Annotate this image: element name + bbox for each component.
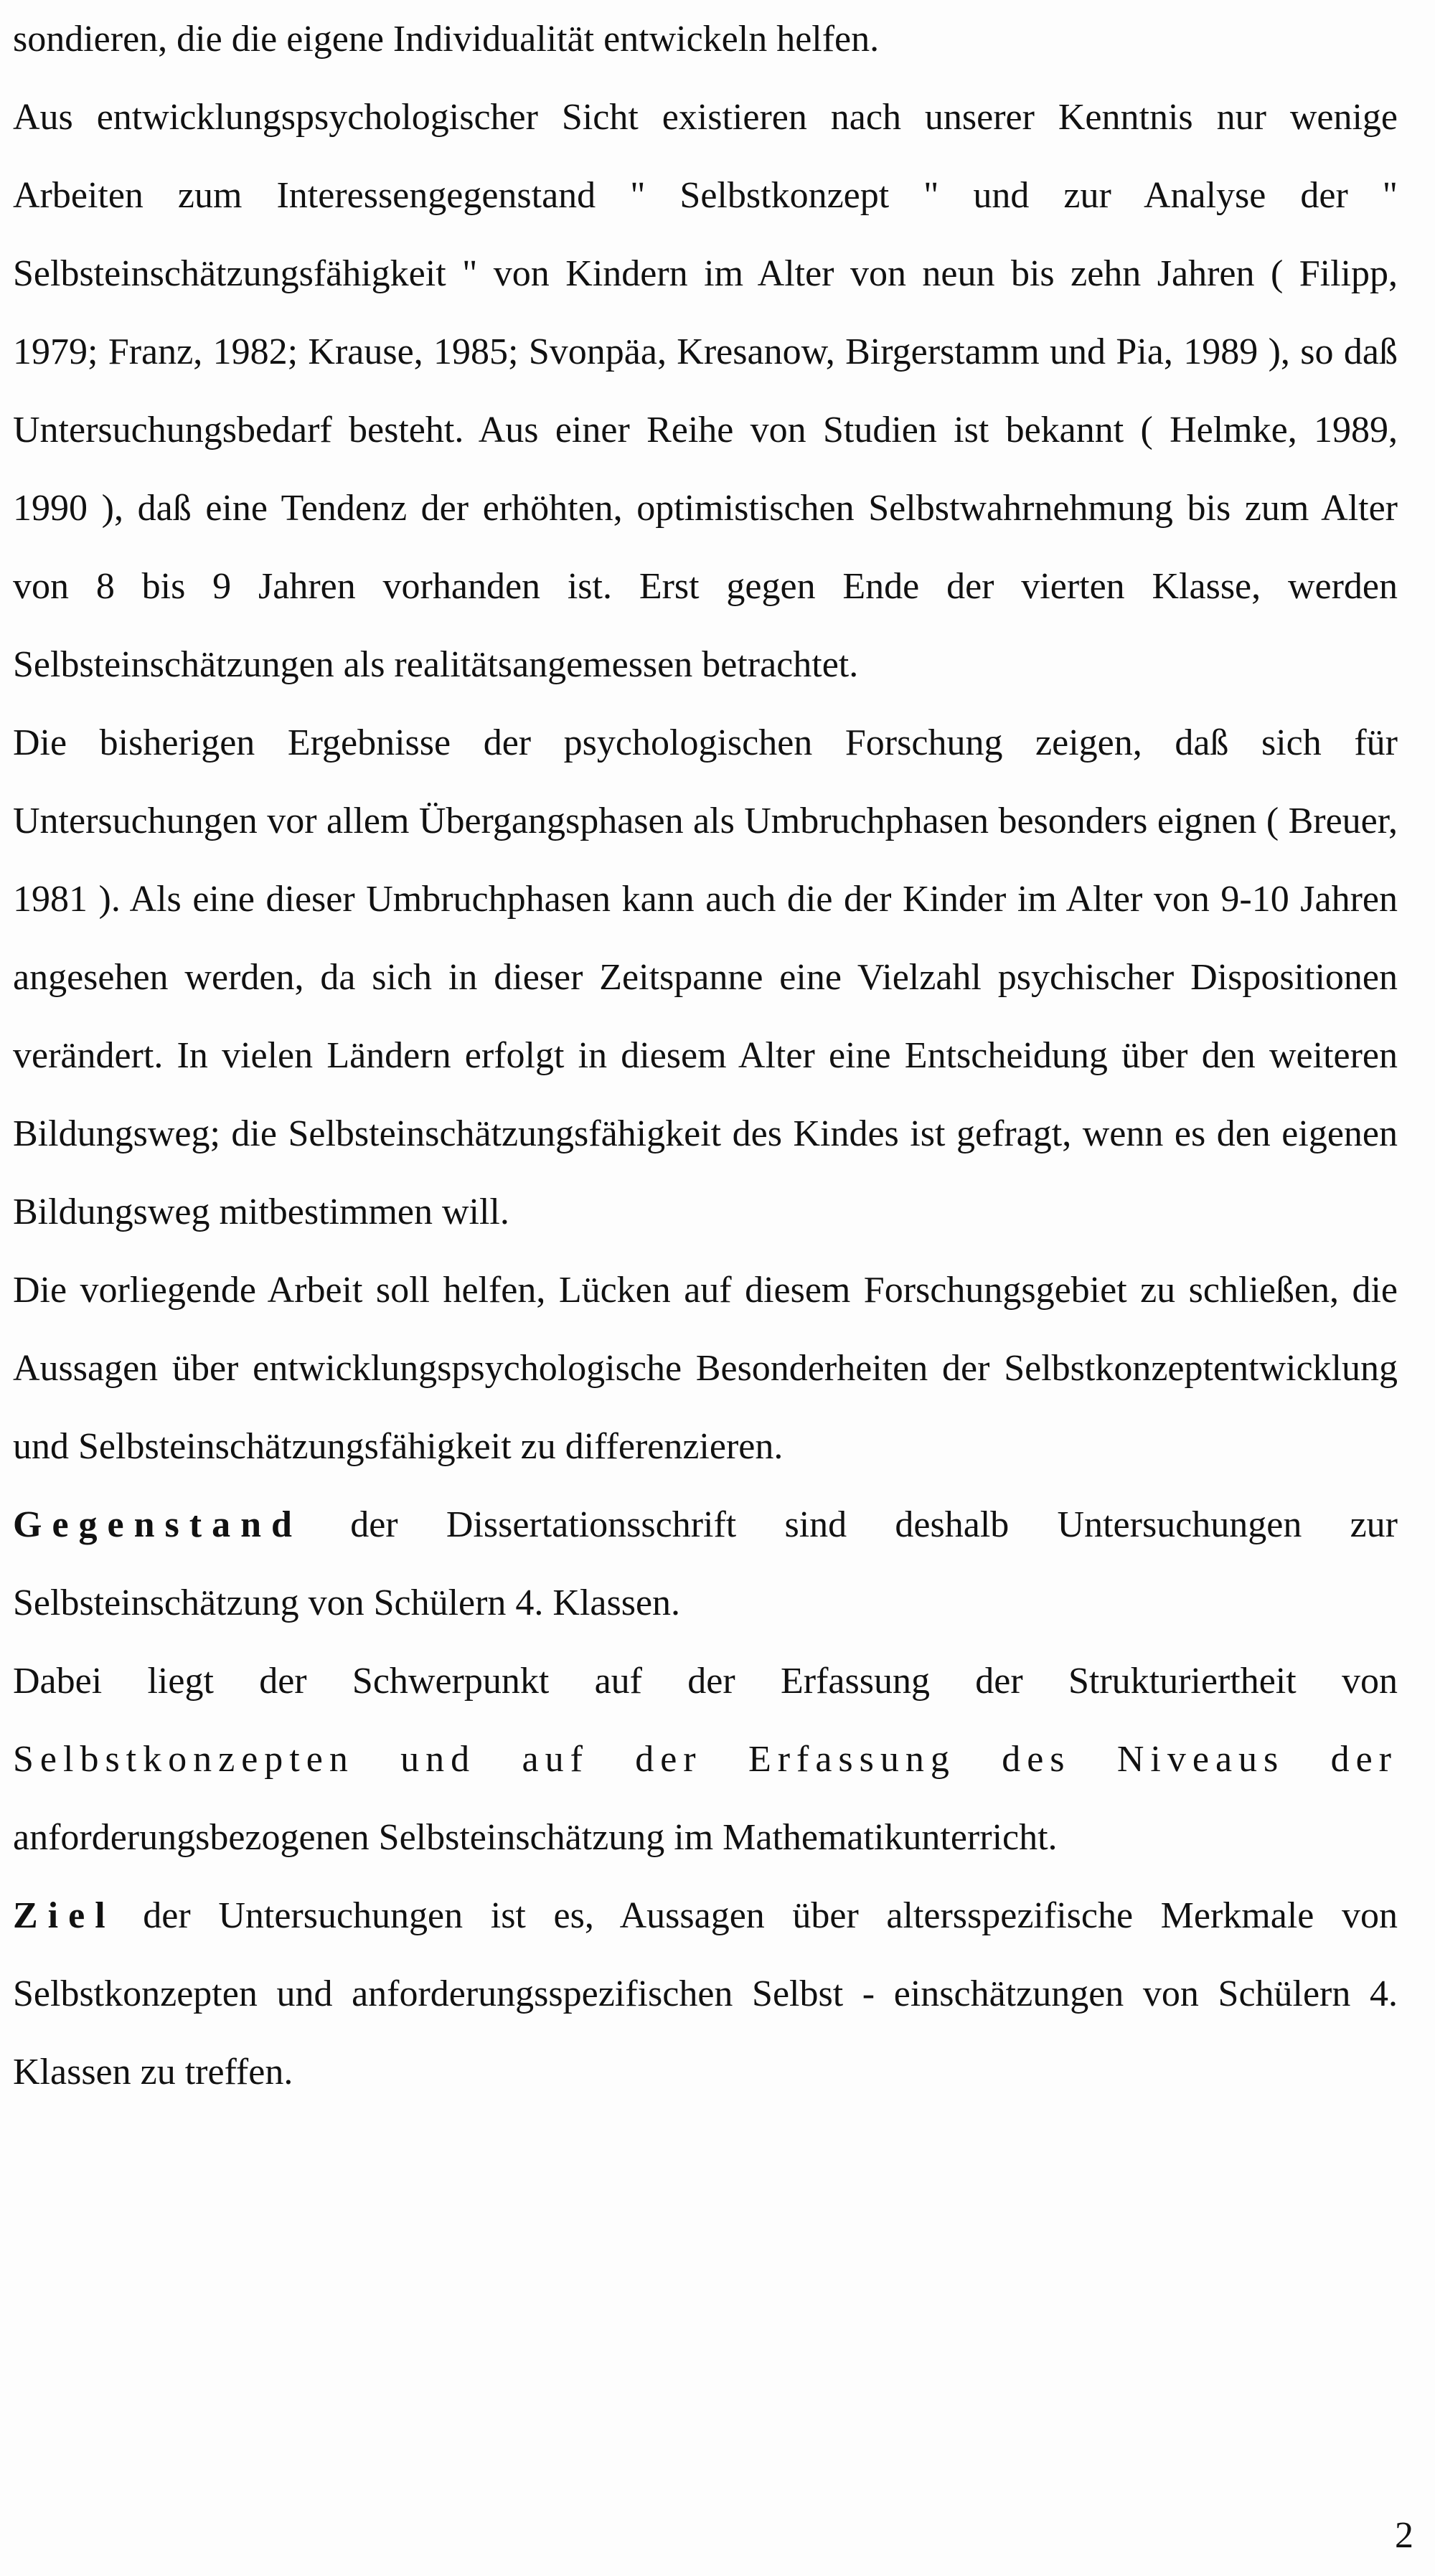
page-number: 2 <box>1395 2515 1413 2556</box>
paragraph-gegenstand <box>13 1486 1398 1642</box>
paragraph-ziel <box>13 1877 1398 2111</box>
ziel-keyword: Ziel <box>13 1895 116 1936</box>
dabei-text-after: anforderungsbezogenen Selbsteinschätzung im Mathematikunterricht. <box>13 1817 1058 1858</box>
paragraph-3: Die bisherigen Ergebnisse der psychologischen Forschung zeigen, daß sich für Untersuchungen vor allem Übergangsphasen als Umbruchphasen besonders eignen ( Breuer, 1981 ). Als eine dieser Umbruchphasen kann auch die der Kinder im Alter von 9-10 Jahren angesehen werden, da sich in dieser Zeitspanne eine Vielzahl psychischer Dispositionen verändert. In vielen Ländern erfolgt in diesem Alter eine Entscheidung über den weiteren Bildungsweg; die Selbsteinschätzungsfähigkeit des Kindes ist gefragt, wenn es den eigenen Bildungsweg mitbestimmen will. <box>13 722 1398 1232</box>
paragraph-dabei <box>13 1642 1398 1877</box>
paragraph-2: Aus entwicklungspsychologischer Sicht existieren nach unserer Kenntnis nur wenige Arbeiten zum Interessengegenstand " Selbstkonzept " und zur Analyse der " Selbsteinschätzungsfähigkeit " von Kindern im Alter von neun bis zehn Jahren ( Filipp, 1979; Franz, 1982; Krause, 1985; Svonpäa, Kresanow, Birgerstamm und Pia, 1989 ), so daß Untersuchungsbedarf besteht. Aus einer Reihe von Studien ist bekannt ( Helmke, 1989, 1990 ), daß eine Tendenz der erhöhten, optimistischen Selbstwahrnehmung bis zum Alter von 8 bis 9 Jahren vorhanden ist. Erst gegen Ende der vierten Klasse, werden Selbsteinschätzungen als realitätsangemessen betrachtet. <box>13 97 1398 685</box>
body-text <box>13 0 1398 2111</box>
ziel-text: der Untersuchungen ist es, Aussagen über altersspezifische Merkmale von Selbstkonzepten und anforderungsspezifischen Selbst - einschätzungen von Schülern 4. Klassen zu treffen. <box>13 1895 1398 2093</box>
paragraph-1: sondieren, die die eigene Individualität entwickeln helfen. <box>13 19 880 60</box>
dabei-text-before: Dabei liegt der Schwerpunkt auf der Erfassung der Strukturiertheit von <box>13 1661 1398 1702</box>
paragraph-4: Die vorliegende Arbeit soll helfen, Lücken auf diesem Forschungsgebiet zu schließen, die Aussagen über entwicklungspsychologische Besonderheiten der Selbstkonzeptentwicklung und Selbsteinschätzungsfähigkeit zu differenzieren. <box>13 1270 1398 1467</box>
dabei-spaced-text: Selbstkonzepten und auf der Erfassung des Niveaus der <box>13 1739 1398 1780</box>
gegenstand-keyword: Gegenstand <box>13 1504 302 1545</box>
gegenstand-text: der Dissertationsschrift sind deshalb Untersuchungen zur Selbsteinschätzung von Schülern 4. Klassen. <box>13 1504 1398 1623</box>
